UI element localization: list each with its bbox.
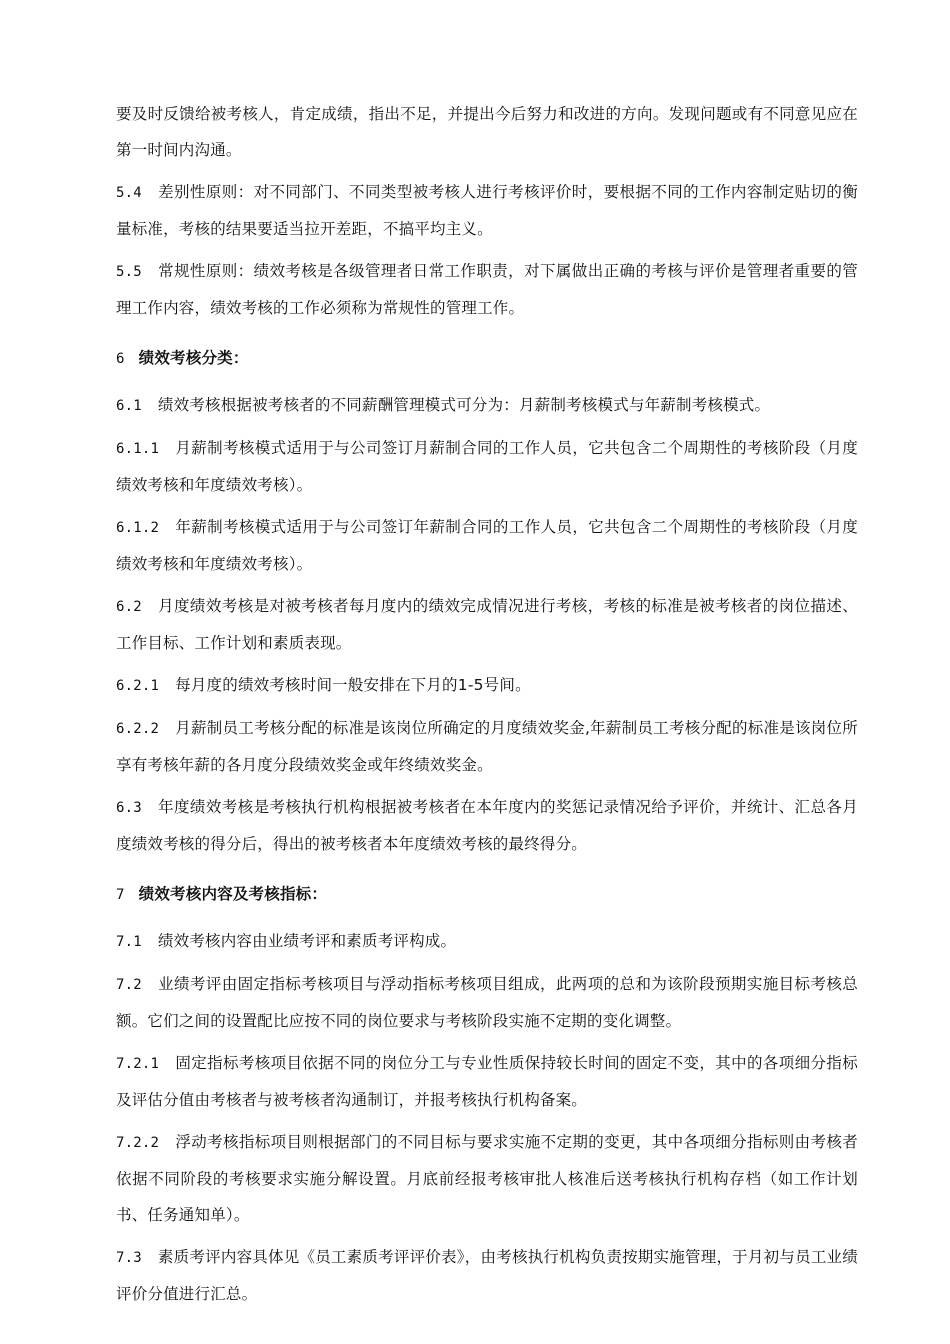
clause-5-5 <box>116 253 858 326</box>
clause-number: 6.1 <box>116 398 142 414</box>
clause-text: 绩效考核根据被考核者的不同薪酬管理模式可分为：月薪制考核模式与年薪制考核模式。 <box>157 396 771 414</box>
clause-text: 差别性原则：对不同部门、不同类型被考核人进行考核评价时，要根据不同的工作内容制定贴切的衡量标准，考核的结果要适当拉开差距，不搞平均主义。 <box>116 183 858 238</box>
paragraph-text: 要及时反馈给被考核人，肯定成绩，指出不足，并提出今后努力和改进的方向。发现问题或有不同意见应在第一时间内沟通。 <box>116 105 858 159</box>
section-heading-7 <box>116 876 858 913</box>
clause-number: 6.1.2 <box>116 520 160 536</box>
section-title: 绩效考核内容及考核指标： <box>138 885 328 903</box>
clause-6-1 <box>116 387 858 424</box>
clause-text: 年度绩效考核是考核执行机构根据被考核者在本年度内的奖惩记录情况给予评价，并统计、汇总各月度绩效考核的得分后，得出的被考核者本年度绩效考核的最终得分。 <box>116 798 858 853</box>
clause-number: 7.3 <box>116 1250 142 1266</box>
clause-text: 绩效考核内容由业绩考评和素质考评构成。 <box>157 932 457 950</box>
section-title: 绩效考核分类： <box>138 349 249 367</box>
clause-6-2-1 <box>116 667 858 704</box>
clause-7-1 <box>116 923 858 960</box>
section-number: 7 <box>116 887 125 903</box>
clause-text: 每月度的绩效考核时间一般安排在下月的1-5号间。 <box>175 676 531 694</box>
clause-text: 素质考评内容具体见《员工素质考评评价表》，由考核执行机构负责按期实施管理，于月初与员工业绩评价分值进行汇总。 <box>116 1248 858 1303</box>
clause-6-1-2 <box>116 509 858 582</box>
clause-6-1-1 <box>116 430 858 503</box>
clause-7-2 <box>116 966 858 1039</box>
clause-text: 月薪制员工考核分配的标准是该岗位所确定的月度绩效奖金,年薪制员工考核分配的标准是该岗位所享有考核年薪的各月度分段绩效奖金或年终绩效奖金。 <box>116 719 858 774</box>
clause-6-2-2 <box>116 710 858 783</box>
clause-text: 月度绩效考核是对被考核者每月度内的绩效完成情况进行考核，考核的标准是被考核者的岗位描述、工作目标、工作计划和素质表现。 <box>116 597 858 652</box>
clause-number: 5.4 <box>116 185 142 201</box>
clause-number: 7.2.1 <box>116 1056 160 1072</box>
clause-7-2-1 <box>116 1045 858 1118</box>
clause-text: 年薪制考核模式适用于与公司签订年薪制合同的工作人员，它共包含二个周期性的考核阶段（月度绩效考核和年度绩效考核）。 <box>116 518 858 573</box>
paragraph-continuation <box>116 96 858 168</box>
clause-7-3 <box>116 1239 858 1312</box>
clause-text: 浮动考核指标项目则根据部门的不同目标与要求实施不定期的变更，其中各项细分指标则由考核者依据不同阶段的考核要求实施分解设置。月底前经报考核审批人核准后送考核执行机构存档（如工作计划书、任务通知单）。 <box>116 1133 858 1224</box>
clause-6-3 <box>116 789 858 862</box>
clause-number: 7.2 <box>116 977 142 993</box>
section-number: 6 <box>116 351 125 367</box>
clause-text: 月薪制考核模式适用于与公司签订月薪制合同的工作人员，它共包含二个周期性的考核阶段（月度绩效考核和年度绩效考核）。 <box>116 439 858 494</box>
clause-7-2-2 <box>116 1124 858 1233</box>
clause-number: 6.2 <box>116 599 142 615</box>
clause-number: 6.2.2 <box>116 721 160 737</box>
clause-5-4 <box>116 174 858 247</box>
clause-text: 业绩考评由固定指标考核项目与浮动指标考核项目组成，此两项的总和为该阶段预期实施目标考核总额。它们之间的设置配比应按不同的岗位要求与考核阶段实施不定期的变化调整。 <box>116 975 858 1030</box>
clause-number: 7.1 <box>116 934 142 950</box>
section-heading-6 <box>116 340 858 377</box>
clause-6-2 <box>116 588 858 661</box>
clause-number: 5.5 <box>116 264 142 280</box>
clause-number: 6.3 <box>116 800 142 816</box>
clause-text: 常规性原则：绩效考核是各级管理者日常工作职责，对下属做出正确的考核与评价是管理者重要的管理工作内容，绩效考核的工作必须称为常规性的管理工作。 <box>116 262 858 317</box>
clause-number: 7.2.2 <box>116 1135 160 1151</box>
clause-number: 6.2.1 <box>116 678 160 694</box>
clause-number: 6.1.1 <box>116 441 160 457</box>
clause-text: 固定指标考核项目依据不同的岗位分工与专业性质保持较长时间的固定不变，其中的各项细分指标及评估分值由考核者与被考核者沟通制订，并报考核执行机构备案。 <box>116 1054 858 1109</box>
